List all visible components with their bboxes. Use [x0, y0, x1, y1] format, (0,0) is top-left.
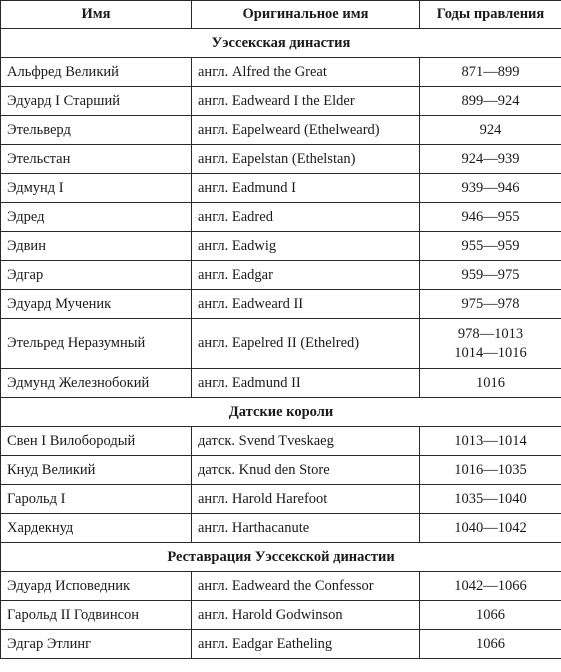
reign-years: [420, 485, 561, 514]
original-name: англ. Harold Harefoot: [192, 485, 420, 514]
table-row: [1, 145, 561, 174]
reign-period: 924: [479, 121, 502, 138]
reign-period: 1016: [476, 374, 505, 391]
table-row: [1, 87, 561, 116]
table-row: [1, 232, 561, 261]
ruler-name: Эдмунд Железнобокий: [1, 369, 192, 398]
original-name: англ. Eadgar Eatheling: [192, 630, 420, 659]
reign-period: 1013—1014: [454, 432, 527, 449]
reign-years: [420, 58, 561, 87]
reign-period: 959—975: [461, 266, 520, 283]
table-row: [1, 203, 561, 232]
ruler-name: Этельред Неразумный: [1, 319, 192, 369]
reign-years: [420, 87, 561, 116]
original-name: англ. Eadweard I the Elder: [192, 87, 420, 116]
section-row: [1, 398, 561, 427]
reign-period: 975—978: [461, 295, 520, 312]
reign-years: [420, 261, 561, 290]
section-title: Датские короли: [1, 398, 561, 427]
reign-years: [420, 290, 561, 319]
reign-years: [420, 145, 561, 174]
section-title: Уэссекская династия: [1, 29, 561, 58]
header-name: Имя: [1, 1, 192, 29]
reign-period: 924—939: [461, 150, 520, 167]
ruler-name: Эдвин: [1, 232, 192, 261]
reign-period: 955—959: [461, 237, 520, 254]
table-row: [1, 319, 561, 369]
ruler-name: Альфред Великий: [1, 58, 192, 87]
ruler-name: Эдуард Исповедник: [1, 572, 192, 601]
header-reign-years: Годы правления: [420, 1, 561, 29]
original-name: датск. Knud den Store: [192, 456, 420, 485]
table-row: [1, 116, 561, 145]
original-name: датск. Svend Tveskaeg: [192, 427, 420, 456]
ruler-name: Этельстан: [1, 145, 192, 174]
reign-period: 1016—1035: [454, 461, 527, 478]
reign-period: 871—899: [461, 63, 520, 80]
reign-period: 946—955: [461, 208, 520, 225]
table-row: [1, 290, 561, 319]
ruler-name: Эдмунд I: [1, 174, 192, 203]
original-name: англ. Alfred the Great: [192, 58, 420, 87]
table-row: [1, 630, 561, 659]
original-name: англ. Eadweard II: [192, 290, 420, 319]
table-body: [1, 29, 561, 659]
reign-years: [420, 369, 561, 398]
table-row: [1, 572, 561, 601]
original-name: англ. Harold Godwinson: [192, 601, 420, 630]
reign-years: [420, 203, 561, 232]
original-name: англ. Eapelweard (Ethelweard): [192, 116, 420, 145]
table-row: [1, 261, 561, 290]
ruler-name: Эдуард Мученик: [1, 290, 192, 319]
table-row: [1, 485, 561, 514]
table-row: [1, 456, 561, 485]
ruler-name: Хардекнуд: [1, 514, 192, 543]
original-name: англ. Eadwig: [192, 232, 420, 261]
reign-period: 1042—1066: [454, 577, 527, 594]
ruler-name: Гарольд I: [1, 485, 192, 514]
table-row: [1, 427, 561, 456]
reign-period: 1066: [476, 606, 505, 623]
reign-period: 1040—1042: [454, 519, 527, 536]
reign-years: [420, 456, 561, 485]
original-name: англ. Eapelred II (Ethelred): [192, 319, 420, 369]
table-row: [1, 601, 561, 630]
original-name: англ. Eapelstan (Ethelstan): [192, 145, 420, 174]
reign-years: [420, 572, 561, 601]
reign-years: [420, 601, 561, 630]
ruler-name: Кнуд Великий: [1, 456, 192, 485]
table-row: [1, 514, 561, 543]
reign-years: [420, 174, 561, 203]
original-name: англ. Eadgar: [192, 261, 420, 290]
original-name: англ. Eadred: [192, 203, 420, 232]
table-row: [1, 174, 561, 203]
section-title: Реставрация Уэссекской династии: [1, 543, 561, 572]
table-row: [1, 369, 561, 398]
reign-period: 978—1013: [457, 325, 524, 342]
ruler-name: Гарольд II Годвинсон: [1, 601, 192, 630]
ruler-name: Эдгар: [1, 261, 192, 290]
reign-years: [420, 514, 561, 543]
original-name: англ. Harthacanute: [192, 514, 420, 543]
ruler-name: Этельверд: [1, 116, 192, 145]
ruler-name: Свен I Вилобородый: [1, 427, 192, 456]
reign-period: 1066: [476, 635, 505, 652]
original-name: англ. Eadweard the Confessor: [192, 572, 420, 601]
reign-period: 1035—1040: [454, 490, 527, 507]
reign-years: [420, 319, 561, 369]
reign-period: 939—946: [461, 179, 520, 196]
ruler-name: Эдгар Этлинг: [1, 630, 192, 659]
header-original-name: Оригинальное имя: [192, 1, 420, 29]
reign-years: [420, 232, 561, 261]
section-row: [1, 29, 561, 58]
original-name: англ. Eadmund I: [192, 174, 420, 203]
section-row: [1, 543, 561, 572]
original-name: англ. Eadmund II: [192, 369, 420, 398]
reign-years: [420, 116, 561, 145]
ruler-name: Эдуард I Старший: [1, 87, 192, 116]
ruler-name: Эдред: [1, 203, 192, 232]
reign-years: [420, 630, 561, 659]
reign-period: 899—924: [461, 92, 520, 109]
reign-years: [420, 427, 561, 456]
reign-period: 1014—1016: [454, 344, 527, 361]
header-row: [1, 1, 561, 29]
table-row: [1, 58, 561, 87]
